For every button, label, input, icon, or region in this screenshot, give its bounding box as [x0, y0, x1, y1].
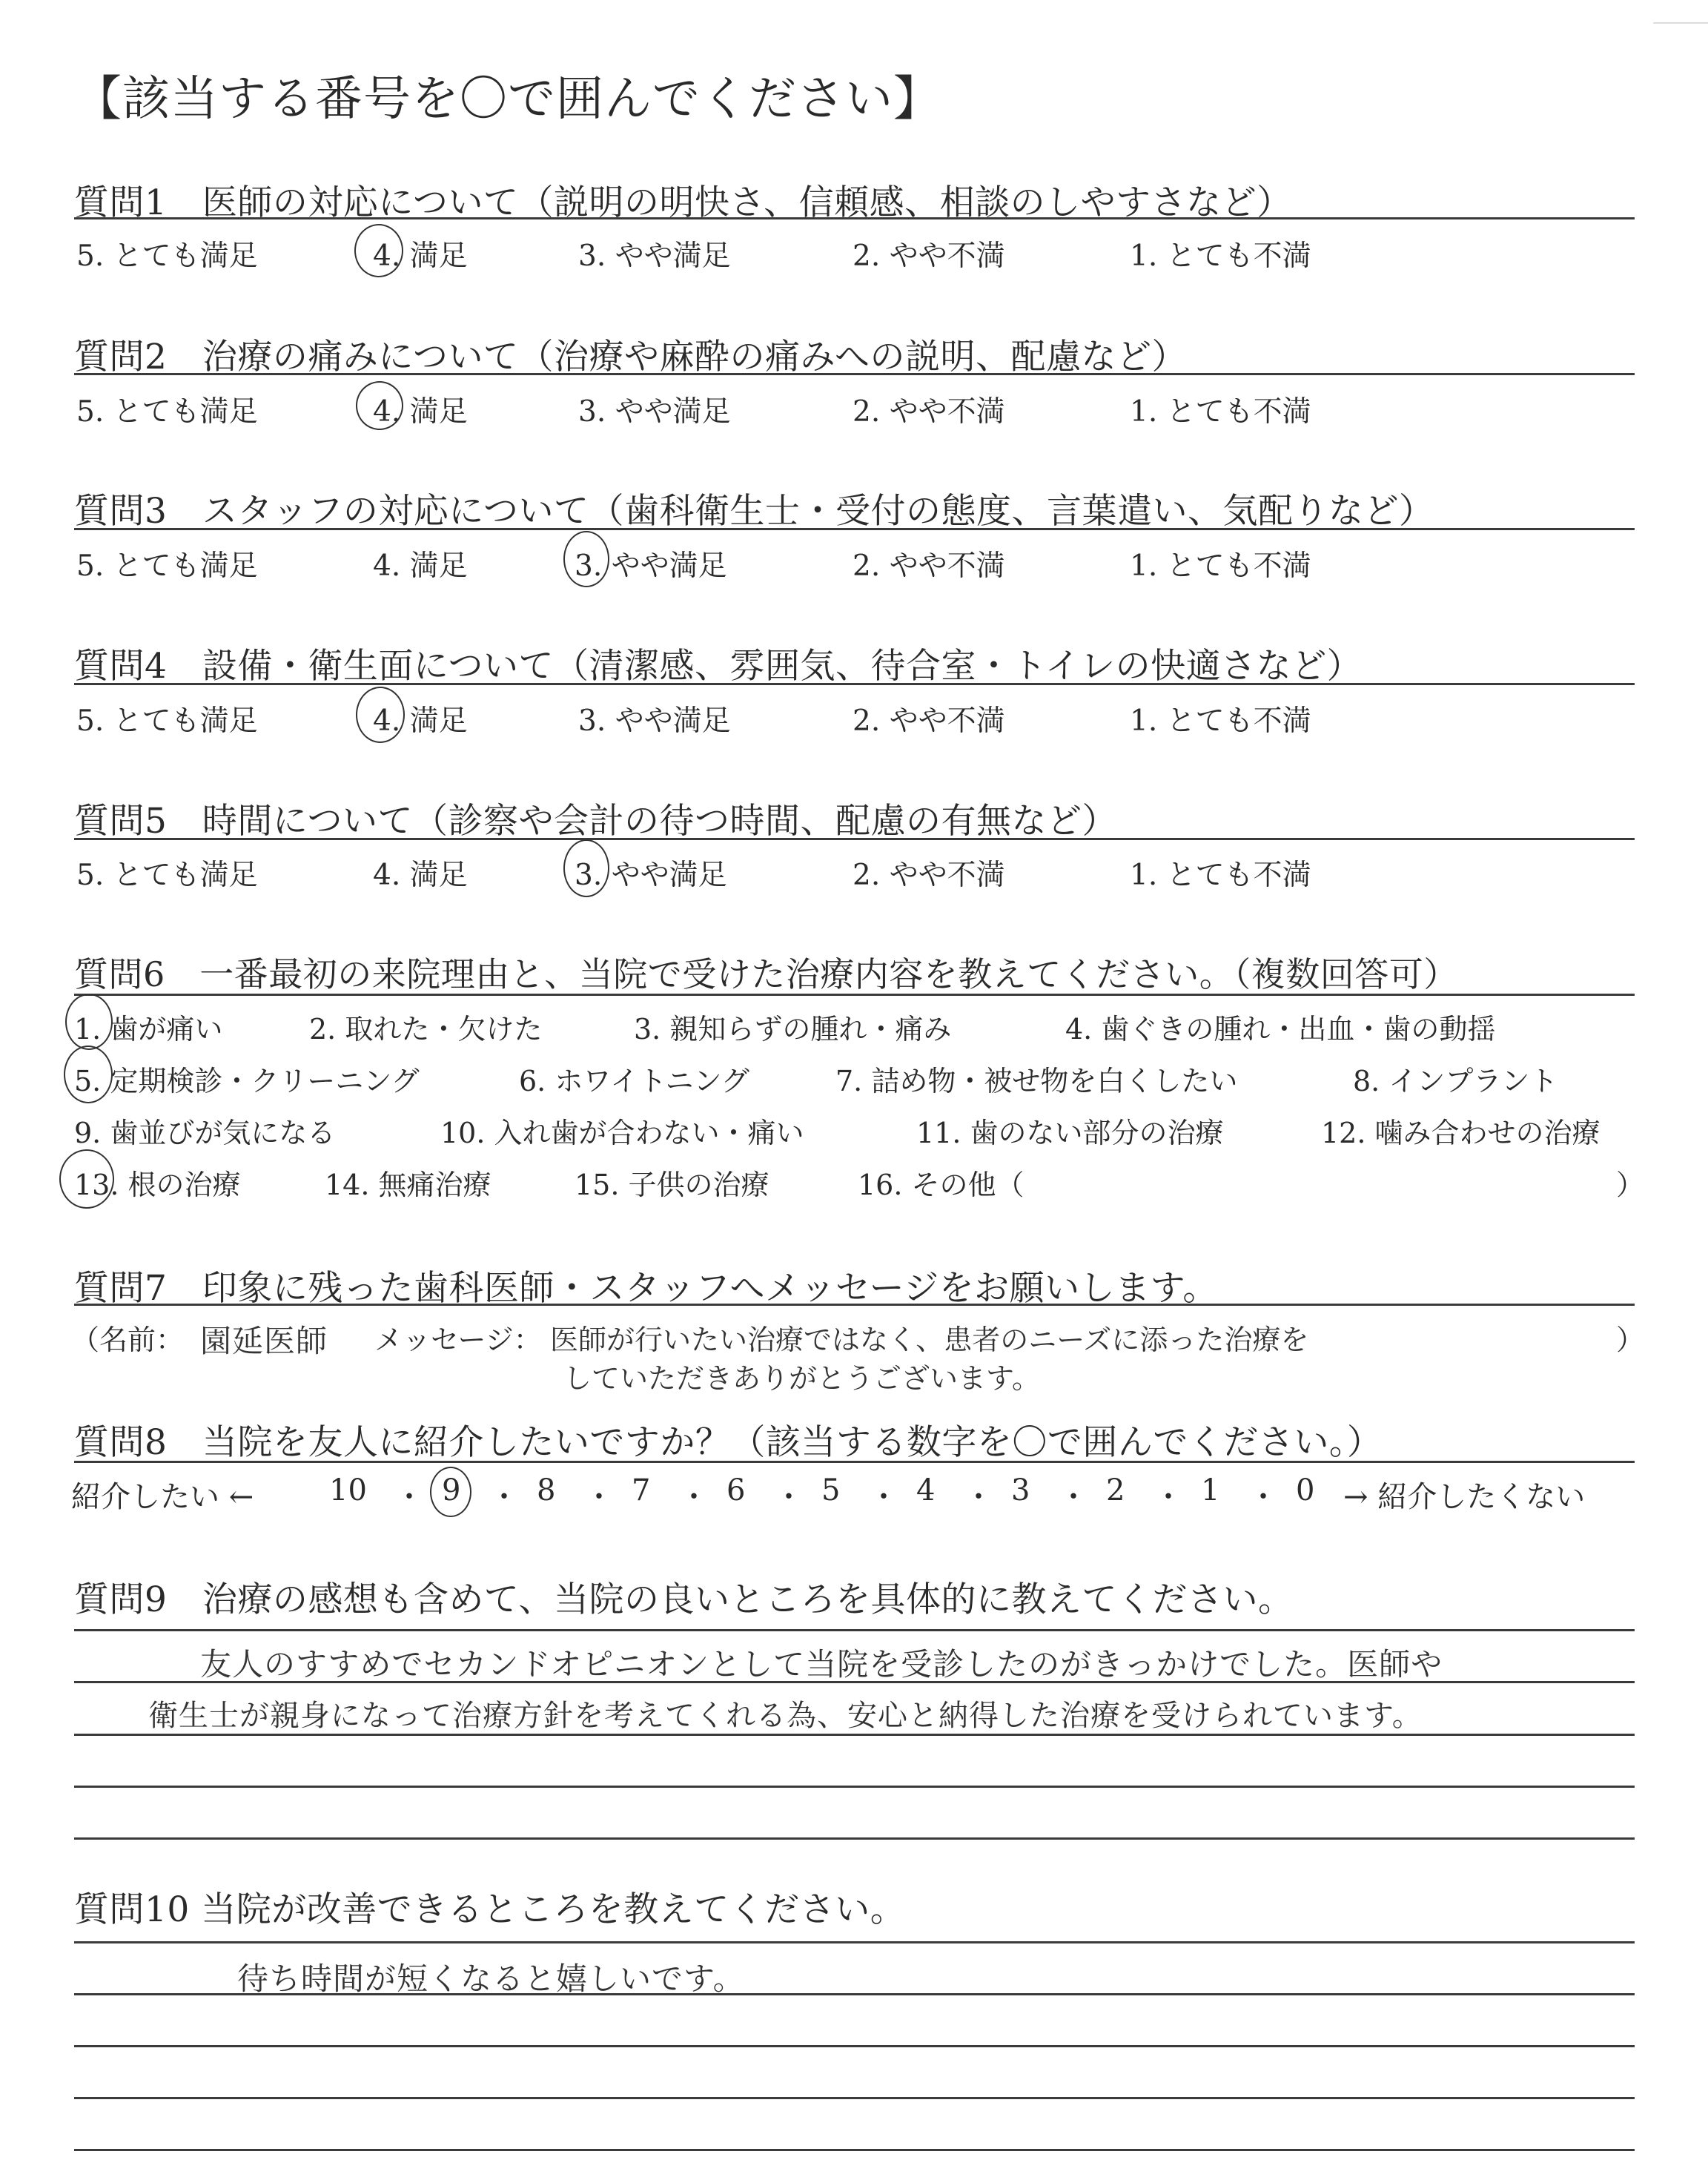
q8-scale-sep: ・ [1153, 1480, 1183, 1514]
q8-scale-sep: ・ [394, 1480, 424, 1514]
q8-scale-sep: ・ [1059, 1480, 1088, 1514]
q8-scale-sep: ・ [964, 1480, 993, 1514]
q4-selection-circle [356, 687, 405, 743]
q7-title: 質問7 印象に残った歯科医師・スタッフへメッセージをお願いします。 [74, 1268, 1218, 1309]
q8-scale-3[interactable]: 3 [1011, 1473, 1030, 1507]
q3-option-1[interactable]: 1. とても不満 [1130, 549, 1311, 583]
q4-title: 質問4 設備・衛生面について（清潔感、雰囲気、待合室・トイレの快適さなど） [74, 646, 1363, 687]
q7-message-label: メッセージ： [374, 1324, 542, 1356]
q3-option-2[interactable]: 2. やや不満 [853, 549, 1005, 583]
q7-message-line2[interactable]: していただきありがとうございます。 [563, 1362, 1040, 1395]
q8-scale-sep: ・ [679, 1480, 709, 1514]
q6-selection-circle-13 [59, 1149, 114, 1209]
q1-rule [74, 217, 1635, 219]
q10-title: 質問10 当院が改善できるところを教えてください。 [74, 1889, 906, 1930]
q6-option-14[interactable]: 14. 無痛治療 [325, 1169, 491, 1201]
q8-scale-sep: ・ [774, 1480, 804, 1514]
q1-option-1[interactable]: 1. とても不満 [1130, 240, 1311, 273]
q5-option-1[interactable]: 1. とても不満 [1130, 859, 1311, 892]
q7-name-label: （名前： [71, 1324, 185, 1356]
q8-rule [74, 1461, 1635, 1463]
q8-selection-circle [430, 1467, 471, 1517]
page-header: 【該当する番号を〇で囲んでください】 [74, 72, 941, 127]
q1-option-4[interactable]: 4. 満足 [373, 240, 468, 273]
q7-rule [74, 1304, 1635, 1306]
q9-answer-line1[interactable]: 友人のすすめでセカンドオピニオンとして当院を受診したのがきっかけでした。医師や [200, 1646, 1443, 1682]
q5-option-2[interactable]: 2. やや不満 [853, 859, 1005, 892]
q8-scale-6[interactable]: 6 [726, 1473, 746, 1507]
q6-option-9[interactable]: 9. 歯並びが気になる [74, 1117, 336, 1149]
q7-close-paren: ） [1616, 1324, 1645, 1356]
q4-rule [74, 683, 1635, 685]
q3-option-3[interactable]: 3. やや満足 [575, 549, 727, 583]
q8-right-label: → 紹介したくない [1343, 1480, 1586, 1514]
q6-option-4[interactable]: 4. 歯ぐきの腫れ・出血・歯の動揺 [1065, 1013, 1496, 1046]
q6-option-6[interactable]: 6. ホワイトニング [519, 1065, 749, 1097]
q10-line-4 [74, 2097, 1635, 2099]
q5-title: 質問5 時間について（診察や会計の待つ時間、配慮の有無など） [74, 801, 1117, 842]
q4-option-5[interactable]: 5. とても満足 [76, 704, 258, 738]
q6-title: 質問6 一番最初の来院理由と、当院で受けた治療内容を教えてください。（複数回答可） [74, 954, 1458, 994]
q10-line-2 [74, 1993, 1635, 1995]
q9-title: 質問9 治療の感想も含めて、当院の良いところを具体的に教えてください。 [74, 1579, 1294, 1620]
q10-line-1 [74, 1941, 1635, 1943]
q3-title: 質問3 スタッフの対応について（歯科衛生士・受付の態度、言葉遣い、気配りなど） [74, 491, 1434, 532]
q8-left-label: 紹介したい ← [71, 1480, 254, 1514]
q8-scale-sep: ・ [489, 1480, 519, 1514]
q2-rule [74, 373, 1635, 375]
q4-option-1[interactable]: 1. とても不満 [1130, 704, 1311, 738]
q2-option-4[interactable]: 4. 満足 [373, 395, 468, 429]
q6-option-5[interactable]: 5. 定期検診・クリーニング [74, 1065, 420, 1097]
q5-selection-circle [563, 839, 609, 897]
q6-option-15[interactable]: 15. 子供の治療 [575, 1169, 769, 1201]
q6-option-2[interactable]: 2. 取れた・欠けた [309, 1013, 543, 1046]
q9-line-3 [74, 1734, 1635, 1736]
q10-line-5 [74, 2149, 1635, 2151]
q5-option-3[interactable]: 3. やや満足 [575, 859, 727, 892]
q1-option-2[interactable]: 2. やや不満 [853, 240, 1005, 273]
q2-option-5[interactable]: 5. とても満足 [76, 395, 258, 429]
q9-line-2 [74, 1681, 1635, 1683]
q8-scale-2[interactable]: 2 [1106, 1473, 1125, 1507]
q8-scale-sep: ・ [869, 1480, 898, 1514]
q9-line-5 [74, 1837, 1635, 1840]
q4-option-4[interactable]: 4. 満足 [373, 704, 468, 738]
q4-option-3[interactable]: 3. やや満足 [578, 704, 731, 738]
q8-scale-8[interactable]: 8 [537, 1473, 556, 1507]
q4-option-2[interactable]: 2. やや不満 [853, 704, 1005, 738]
q3-option-5[interactable]: 5. とても満足 [76, 549, 258, 583]
q8-scale-sep: ・ [584, 1480, 614, 1514]
q6-option-11[interactable]: 11. 歯のない部分の治療 [916, 1117, 1224, 1149]
q6-option-12[interactable]: 12. 噛み合わせの治療 [1321, 1117, 1601, 1149]
q5-option-5[interactable]: 5. とても満足 [76, 859, 258, 892]
q6-option-3[interactable]: 3. 親知らずの腫れ・痛み [634, 1013, 952, 1046]
q6-option-16-other[interactable]: 16. その他（ [858, 1169, 1025, 1201]
q9-line-4 [74, 1786, 1635, 1788]
q9-line-1 [74, 1629, 1635, 1631]
q8-scale-5[interactable]: 5 [821, 1473, 841, 1507]
q3-option-4[interactable]: 4. 満足 [373, 549, 468, 583]
q6-selection-circle-5 [64, 1046, 113, 1103]
q8-scale-10[interactable]: 10 [329, 1473, 367, 1507]
q6-option-13[interactable]: 13. 根の治療 [74, 1169, 241, 1201]
q2-option-2[interactable]: 2. やや不満 [853, 395, 1005, 429]
q10-line-3 [74, 2045, 1635, 2047]
q1-title: 質問1 医師の対応について（説明の明快さ、信頼感、相談のしやすさなど） [74, 182, 1292, 223]
q2-option-3[interactable]: 3. やや満足 [578, 395, 731, 429]
q7-name-value[interactable]: 園延医師 [200, 1323, 328, 1359]
q2-title: 質問2 治療の痛みについて（治療や麻酔の痛みへの説明、配慮など） [74, 337, 1188, 377]
q3-selection-circle [563, 531, 609, 587]
q8-scale-1[interactable]: 1 [1201, 1473, 1220, 1507]
q6-other-close-paren: ） [1616, 1169, 1645, 1201]
scan-edge [1653, 0, 1708, 24]
q2-selection-circle [356, 381, 403, 430]
q10-answer-line1[interactable]: 待ち時間が短くなると嬉しいです。 [237, 1961, 745, 1997]
q1-selection-circle [354, 224, 403, 277]
q5-option-4[interactable]: 4. 満足 [373, 859, 468, 892]
q6-option-1[interactable]: 1. 歯が痛い [74, 1013, 223, 1046]
q6-option-10[interactable]: 10. 入れ歯が合わない・痛い [440, 1117, 804, 1149]
q5-rule [74, 838, 1635, 840]
q8-scale-4[interactable]: 4 [916, 1473, 936, 1507]
q8-scale-0[interactable]: 0 [1296, 1473, 1315, 1507]
q1-option-3[interactable]: 3. やや満足 [578, 240, 731, 273]
q3-rule [74, 528, 1635, 530]
q6-rule [74, 994, 1635, 996]
q8-scale-9[interactable]: 9 [442, 1473, 461, 1507]
q2-option-1[interactable]: 1. とても不満 [1130, 395, 1311, 429]
q7-message-line1[interactable]: 医師が行いたい治療ではなく、患者のニーズに添った治療を [550, 1324, 1309, 1356]
q6-selection-circle-1 [65, 994, 113, 1050]
q1-option-5[interactable]: 5. とても満足 [76, 240, 258, 273]
q8-scale-sep: ・ [1248, 1480, 1278, 1514]
q8-title: 質問8 当院を友人に紹介したいですか？（該当する数字を〇で囲んでください。） [74, 1422, 1383, 1463]
q9-answer-line2[interactable]: 衛生士が親身になって治療方針を考えてくれる為、安心と納得した治療を受けられています。 [148, 1699, 1423, 1733]
q8-scale-7[interactable]: 7 [632, 1473, 651, 1507]
q6-option-8[interactable]: 8. インプラント [1353, 1065, 1558, 1097]
q6-option-7[interactable]: 7. 詰め物・被せ物を白くしたい [835, 1065, 1238, 1097]
